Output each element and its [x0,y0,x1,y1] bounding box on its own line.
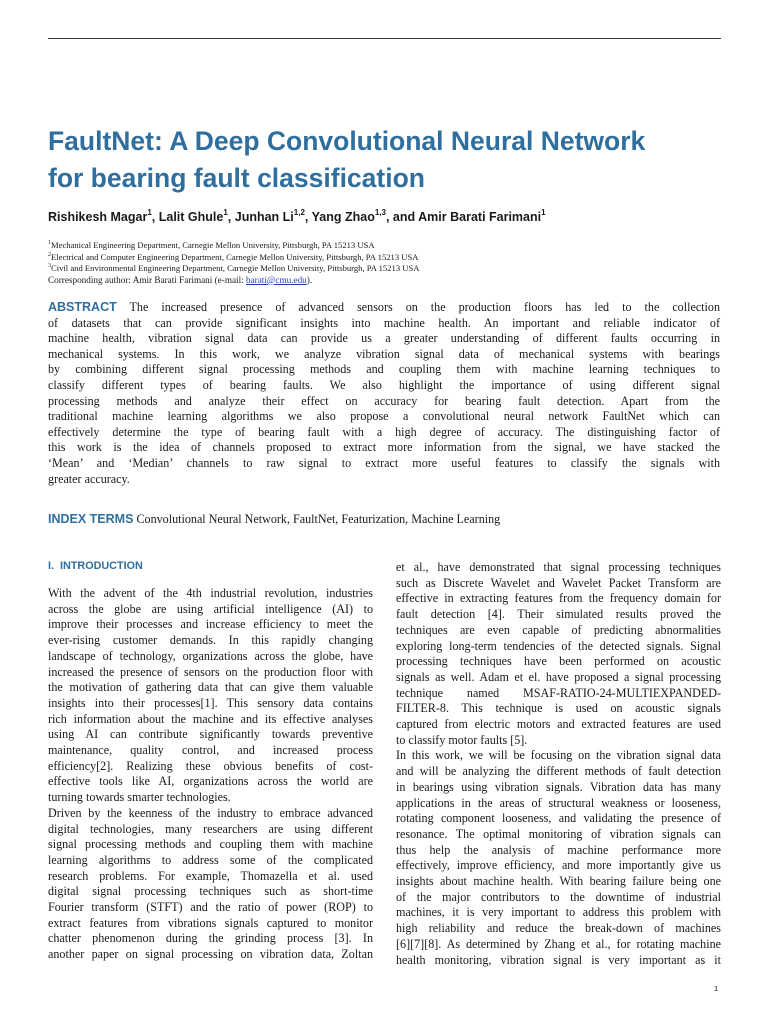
abstract-label: ABSTRACT [48,300,117,314]
body-line: resonance. The optimal monitoring of vibration signals can [396,826,721,841]
body-line: to classify motor faults [5]. [396,732,528,747]
title-line: FaultNet: A Deep Convolutional Neural Network [48,126,646,156]
body-line: improve their processes and increase efficiency to meet the [48,617,373,632]
author-name: Junhan Li [234,210,294,224]
body-line: rich information about the machine and its effective analyses [48,711,373,726]
author-affiliation-mark: 1,3 [374,207,386,217]
body-line: Driven by the keenness of the industry to embrace advanced [48,805,373,820]
abstract-line: traditional machine learning algorithms we also propose a convolutional neural network FaultNet which can [48,409,720,424]
abstract-line: of datasets that can provide significant insights into machine health. An important and reliable indicator of [48,315,720,330]
affiliation-line [48,263,728,275]
body-line: learning algorithms to address some of the complicated [48,852,373,867]
body-line: insights into their processes[1]. This sensory data contains [48,695,373,710]
body-line: effective tools like AI, organizations across the world are [48,774,373,789]
body-line: et al., have demonstrated that signal processing techniques [396,560,721,574]
body-line: effective in extracting features from the frequency domain for [396,591,721,606]
affiliation-line [48,240,728,252]
header-rule [48,38,721,39]
abstract-line: machine health, vibration signal data can provide us a greater understanding of different faults occurring in [48,331,720,346]
body-line: [6][7][8]. As determined by Zhang et al., for rotating machine [396,936,721,951]
author-name: Yang Zhao [311,210,375,224]
body-line: captured from electric motors and extracted features are used [396,717,721,732]
paper-title [48,123,738,197]
section-number: I. [48,560,54,572]
body-line: FILTER-8. This technique is used on acoustic signals [396,701,721,716]
body-line: across the globe are using artificial intelligence (AI) to [48,601,373,616]
body-line: applications in the areas of structural weakness or looseness, [396,795,721,810]
body-line: In this work, we will be focusing on the vibration signal data [396,748,721,763]
body-line: and will be analyzing the different methods of fault detection [396,764,721,779]
author-affiliation-mark: 1,2 [293,207,305,217]
body-line: thus help the analysis of machine performance more [396,842,721,857]
author-affiliation-mark: 1 [541,207,546,217]
body-line: efficiency[2]. Realizing these obvious benefits of cost- [48,758,373,773]
abstract-line: this work is the idea of channels proposed to extract more information from the signal, we have stacked the [48,440,720,455]
index-terms-label: INDEX TERMS [48,512,134,526]
abstract-line: greater accuracy. [48,471,130,486]
index-terms [48,511,720,527]
body-line: technique named MSAF-RATIO-24-MULTIEXPANDED- [396,685,721,700]
page-number: 1 [714,984,719,993]
corresponding-suffix: ). [306,274,313,285]
body-line: another paper on signal processing on vibration data, Zoltan [48,947,373,962]
body-column-right [396,560,721,968]
body-line: landscape of technology, organizations across the globe, have [48,648,373,663]
abstract [48,300,720,487]
body-line: of the major contributors to the downtime of industrial [396,889,721,904]
body-line: high reliability and reduce the break-down of machines [396,921,721,936]
body-line: rotating component looseness, and validating the presence of [396,811,721,826]
body-line: signals as well. Adam et el. have proposed a signal processing [396,669,721,684]
affiliation-line [48,252,728,264]
abstract-line: classify different types of bearing faults. We also highlight the importance of using different signal [48,377,720,392]
body-line: health monitoring, vibration signal is very important as it [396,952,721,967]
body-line: using AI can contribute significantly towards preventive [48,727,373,742]
author-list [48,209,738,225]
abstract-line: by combining different signal processing methods and coupling them with machine learning techniques to [48,362,720,377]
body-line: signal processing methods and coupling them with machine [48,837,373,852]
body-line: processing techniques have been performed on acoustic [396,654,721,669]
title-line: for bearing fault classification [48,163,425,193]
affiliation-text: Electrical and Computer Engineering Department, Carnegie Mellon University, Pittsburgh, PA 15213 USA [51,251,419,262]
abstract-line [48,300,720,316]
corresponding-prefix: Corresponding author: Amir Barati Farimani (e-mail: [48,274,246,285]
author-separator: , [304,210,312,224]
body-line: fault detection [4]. Their simulated results proved the [396,607,721,622]
body-line: such as Discrete Wavelet and Wavelet Packet Transform are [396,575,721,590]
affiliation-mark: 3 [48,263,51,270]
abstract-line: processing methods and analyze their effect on accuracy for bearing fault detection. Apart from the [48,393,720,408]
body-line: digital signal processing techniques such as short-time [48,884,373,899]
body-line: digital technologies, many researchers are using different [48,821,373,836]
body-line: effectively, improve efficiency, and more importantly give us [396,858,721,873]
body-line: With the advent of the 4th industrial revolution, industries [48,586,373,600]
section-title: INTRODUCTION [60,560,143,572]
author-affiliation-mark: 1 [147,207,152,217]
section-heading-introduction [48,560,143,572]
body-line: extract features from vibrations signals captured to monitor [48,915,373,930]
abstract-line: mechanical systems. In this work, we analyze vibration signal data of mechanical systems with bearings [48,346,720,361]
author-name: Amir Barati Farimani [418,210,542,224]
affiliation-text: Mechanical Engineering Department, Carnegie Mellon University, Pittsburgh, PA 15213 USA [51,240,375,250]
author-affiliation-mark: 1 [223,207,228,217]
author-separator: , and [385,210,419,224]
body-line: increased the presence of sensors on the production floor with [48,664,373,679]
body-line: ever-rising customer demands. In this rapidly changing [48,633,373,648]
body-line: exploring long-term tendencies of the detected signals. Signal [396,638,721,653]
corresponding-author [48,275,728,287]
abstract-text: The increased presence of advanced sensors on the production floors has led to the collection [129,300,720,314]
body-line: chatter phenomenon during the grinding process [3]. In [48,931,373,946]
author-separator: , [151,210,159,224]
body-line: research problems. For example, Thomazella et al. used [48,868,373,883]
body-line: in bearings using vibration signals. Vibration data has many [396,779,721,794]
affiliation-mark: 2 [48,251,51,258]
affiliations [48,240,728,286]
body-line: machines, it is very important to address this problem with [396,905,721,920]
email-link[interactable]: barati@cmu.edu [246,274,307,285]
affiliation-mark: 1 [48,240,51,247]
index-terms-text: Convolutional Neural Network, FaultNet, Featurization, Machine Learning [136,512,501,526]
abstract-line: ‘Mean’ and ‘Median’ channels to raw signal to extract more useful features to classify the signals with [48,455,720,470]
body-column-left [48,586,373,963]
author-name: Lalit Ghule [158,210,224,224]
affiliation-text: Civil and Environmental Engineering Department, Carnegie Mellon University, Pittsburgh, PA 15213 USA [51,263,420,274]
body-line: Fourier transform (STFT) and the ratio of power (ROP) to [48,900,373,915]
body-line: techniques are even capable of predicting abnormalities [396,622,721,637]
abstract-line: effectively determine the type of bearing fault with a high degree of accuracy. The distinguishing factor of [48,424,720,439]
body-line: maintenance, quality control, and increased process [48,743,373,758]
author-name: Rishikesh Magar [48,210,148,224]
body-line: the motivation of gathering data that can give them valuable [48,680,373,695]
body-line: turning towards smarter technologies. [48,790,231,805]
body-line: insights about machine health. With bearing failure being one [396,874,721,889]
author-separator: , [227,210,235,224]
